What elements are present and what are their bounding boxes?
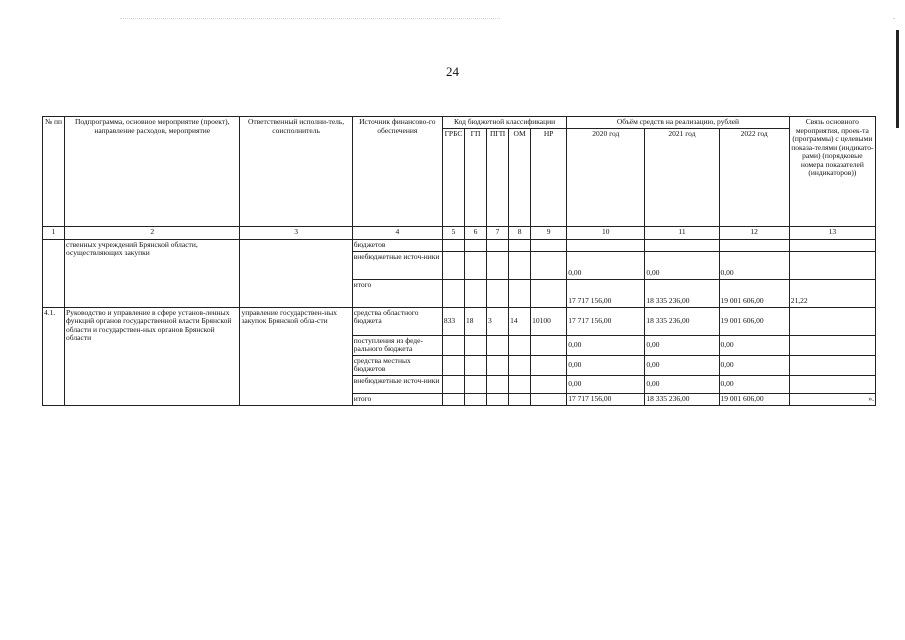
value-2021: 18 335 236,00 bbox=[645, 393, 719, 405]
gp-cell bbox=[464, 355, 486, 375]
om-cell bbox=[509, 393, 531, 405]
header-grbs: ГРБС bbox=[442, 128, 464, 226]
header-executor: Ответственный исполни-тель, соисполнитель bbox=[240, 117, 352, 227]
value-2020: 17 717 156,00 bbox=[567, 393, 645, 405]
om-cell bbox=[509, 375, 531, 393]
column-number: 4 bbox=[352, 226, 442, 239]
nr-cell: 10100 bbox=[531, 307, 567, 335]
value-2022: 0,00 bbox=[719, 335, 789, 355]
pgp-cell bbox=[487, 393, 509, 405]
source-cell: средства местных бюджетов bbox=[352, 355, 442, 375]
pgp-cell bbox=[487, 355, 509, 375]
column-number: 5 bbox=[442, 226, 464, 239]
value-2022: 0,00 bbox=[719, 251, 789, 279]
value-2021: 0,00 bbox=[645, 335, 719, 355]
scan-artifact bbox=[120, 18, 500, 23]
column-number: 9 bbox=[531, 226, 567, 239]
source-cell: внебюджетные источ-ники bbox=[352, 251, 442, 279]
header-gp: ГП bbox=[464, 128, 486, 226]
pgp-cell bbox=[487, 375, 509, 393]
link-cell bbox=[789, 251, 875, 279]
column-number: 10 bbox=[567, 226, 645, 239]
pgp-cell: 3 bbox=[487, 307, 509, 335]
value-2021: 0,00 bbox=[645, 375, 719, 393]
value-2020: 0,00 bbox=[567, 251, 645, 279]
value-2022 bbox=[719, 239, 789, 251]
value-2020: 0,00 bbox=[567, 335, 645, 355]
grbs-cell bbox=[442, 355, 464, 375]
value-2021 bbox=[645, 239, 719, 251]
value-2020: 0,00 bbox=[567, 355, 645, 375]
program-text: Руководство и управление в сфере установ-ленных функций органов государственной власти Брянской области и государствен-ных органов Брянской области bbox=[65, 307, 240, 405]
value-2022: 19 001 606,00 bbox=[719, 279, 789, 307]
value-2021: 0,00 bbox=[645, 355, 719, 375]
column-number: 8 bbox=[509, 226, 531, 239]
om-cell: 14 bbox=[509, 307, 531, 335]
value-2021: 0,00 bbox=[645, 251, 719, 279]
grbs-cell bbox=[442, 375, 464, 393]
row-no: 4.1. bbox=[43, 307, 65, 405]
column-number-row bbox=[43, 226, 876, 239]
table-row bbox=[43, 239, 876, 251]
grbs-cell bbox=[442, 335, 464, 355]
header-nr: НР bbox=[531, 128, 567, 226]
link-cell bbox=[789, 239, 875, 251]
header-year-2020: 2020 год bbox=[567, 128, 645, 226]
header-year-2021: 2021 год bbox=[645, 128, 719, 226]
header-kbk: Код бюджетной классификации bbox=[442, 117, 566, 129]
link-cell bbox=[789, 375, 875, 393]
grbs-cell: 833 bbox=[442, 307, 464, 335]
link-cell: ». bbox=[789, 393, 875, 405]
grbs-cell bbox=[442, 393, 464, 405]
column-number: 7 bbox=[487, 226, 509, 239]
nr-cell bbox=[531, 375, 567, 393]
nr-cell bbox=[531, 335, 567, 355]
gp-cell bbox=[464, 335, 486, 355]
om-cell bbox=[509, 355, 531, 375]
column-number: 12 bbox=[719, 226, 789, 239]
value-2020 bbox=[567, 239, 645, 251]
column-number: 11 bbox=[645, 226, 719, 239]
column-number: 6 bbox=[464, 226, 486, 239]
header-no: № пп bbox=[43, 117, 65, 227]
link-cell bbox=[789, 335, 875, 355]
header-volume: Объём средств на реализацию, рублей bbox=[567, 117, 790, 129]
source-cell: итого bbox=[352, 279, 442, 307]
page-number: 24 bbox=[446, 64, 459, 79]
column-number: 2 bbox=[65, 226, 240, 239]
header-program: Подпрограмма, основное мероприятие (проект), направление расходов, мероприятие bbox=[65, 117, 240, 227]
gp-cell: 18 bbox=[464, 307, 486, 335]
source-cell: средства областного бюджета bbox=[352, 307, 442, 335]
column-number: 1 bbox=[43, 226, 65, 239]
row-no bbox=[43, 239, 65, 307]
value-2022: 0,00 bbox=[719, 375, 789, 393]
executor-text bbox=[240, 239, 352, 307]
source-cell: поступления из феде-рального бюджета bbox=[352, 335, 442, 355]
value-2021: 18 335 236,00 bbox=[645, 279, 719, 307]
scan-mark: . bbox=[893, 12, 895, 21]
header-row bbox=[43, 117, 876, 129]
column-number: 13 bbox=[789, 226, 875, 239]
budget-table bbox=[42, 116, 876, 406]
value-2022: 19 001 606,00 bbox=[719, 307, 789, 335]
header-source: Источник финансово-го обеспечения bbox=[352, 117, 442, 227]
value-2022: 19 001 606,00 bbox=[719, 393, 789, 405]
pgp-cell bbox=[487, 335, 509, 355]
om-cell bbox=[509, 335, 531, 355]
header-link: Связь основного мероприятия, проек-та (программы) с целевыми показа-телями (индикато-рами) (порядковые номера показателей (индикаторов)) bbox=[789, 117, 875, 227]
value-2020: 0,00 bbox=[567, 375, 645, 393]
link-cell bbox=[789, 307, 875, 335]
gp-cell bbox=[464, 375, 486, 393]
nr-cell bbox=[531, 355, 567, 375]
value-2020: 17 717 156,00 bbox=[567, 279, 645, 307]
value-2021: 18 335 236,00 bbox=[645, 307, 719, 335]
source-cell: бюджетов bbox=[352, 239, 442, 251]
program-text: ственных учреждений Брянской области, осуществляющих закупки bbox=[65, 239, 240, 307]
source-cell: внебюджетные источ-ники bbox=[352, 375, 442, 393]
header-om: ОМ bbox=[509, 128, 531, 226]
header-pgp: ПГП bbox=[487, 128, 509, 226]
value-2020: 17 717 156,00 bbox=[567, 307, 645, 335]
value-2022: 0,00 bbox=[719, 355, 789, 375]
link-cell: 21,22 bbox=[789, 279, 875, 307]
source-cell: итого bbox=[352, 393, 442, 405]
table-row bbox=[43, 307, 876, 335]
gp-cell bbox=[464, 393, 486, 405]
header-year-2022: 2022 год bbox=[719, 128, 789, 226]
link-cell bbox=[789, 355, 875, 375]
nr-cell bbox=[531, 393, 567, 405]
column-number: 3 bbox=[240, 226, 352, 239]
executor-text: управление государствен-ных закупок Брянской обла-сти bbox=[240, 307, 352, 405]
